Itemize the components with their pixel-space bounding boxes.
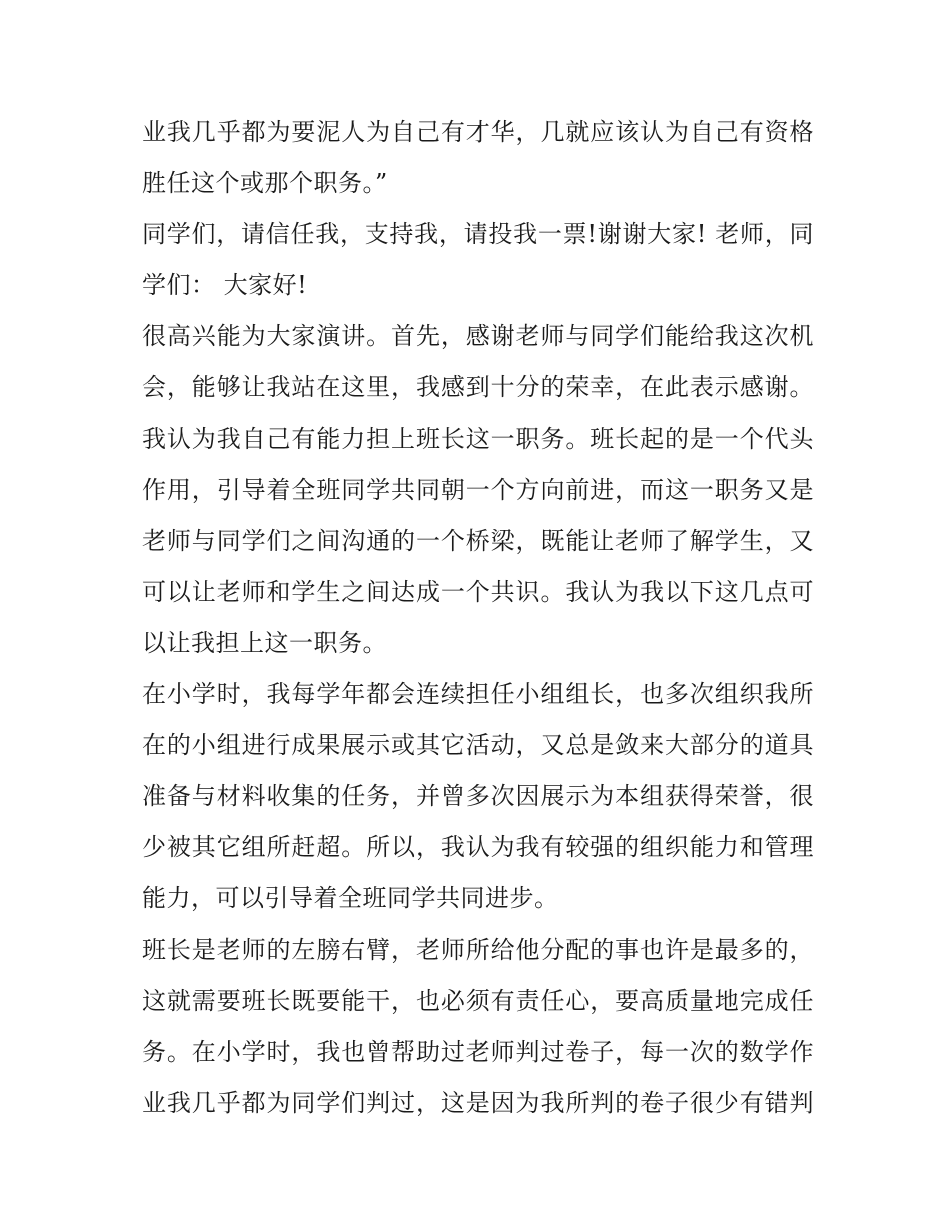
text-line: 同学们，请信任我，支持我，请投我一票!谢谢大家! 老师，同 <box>142 220 814 249</box>
text-line: 可以让老师和学生之间达成一个共识。我认为我以下这几点可 <box>142 577 814 606</box>
text-line: 在小学时，我每学年都会连续担任小组组长，也多次组织我所 <box>142 680 814 709</box>
text-line: 会，能够让我站在这里，我感到十分的荣幸，在此表示感谢。 <box>142 373 814 402</box>
text-line: 准备与材料收集的任务，并曾多次因展示为本组获得荣誉，很 <box>142 782 814 811</box>
text-line: 班长是老师的左膀右臂，老师所给他分配的事也许是最多的， <box>142 935 814 964</box>
text-line: 老师与同学们之间沟通的一个桥梁，既能让老师了解学生，又 <box>142 526 814 555</box>
text-line: 业我几乎都为要泥人为自己有才华，几就应该认为自己有资格 <box>142 118 814 146</box>
text-line: 务。在小学时，我也曾帮助过老师判过卷子，每一次的数学作 <box>142 1037 814 1066</box>
document-body <box>142 107 814 1129</box>
text-line: 学们： 大家好! <box>142 271 308 300</box>
text-line: 我认为我自己有能力担上班长这一职务。班长起的是一个代头 <box>142 424 814 453</box>
text-line: 以让我担上这一职务。 <box>142 628 387 657</box>
text-line: 这就需要班长既要能干，也必须有责任心，要高质量地完成任 <box>142 986 814 1015</box>
text-line: 胜任这个或那个职务。” <box>142 169 388 198</box>
text-line: 在的小组进行成果展示或其它活动，又总是敛来大部分的道具 <box>142 731 814 760</box>
text-line: 业我几乎都为同学们判过，这是因为我所判的卷子很少有错判 <box>142 1088 814 1117</box>
text-line: 少被其它组所赶超。所以，我认为我有较强的组织能力和管理 <box>142 833 814 862</box>
text-line: 能力，可以引导着全班同学共同进步。 <box>142 884 559 913</box>
text-line: 作用，引导着全班同学共同朝一个方向前进，而这一职务又是 <box>142 475 814 504</box>
text-line: 很高兴能为大家演讲。首先，感谢老师与同学们能给我这次机 <box>142 322 814 351</box>
